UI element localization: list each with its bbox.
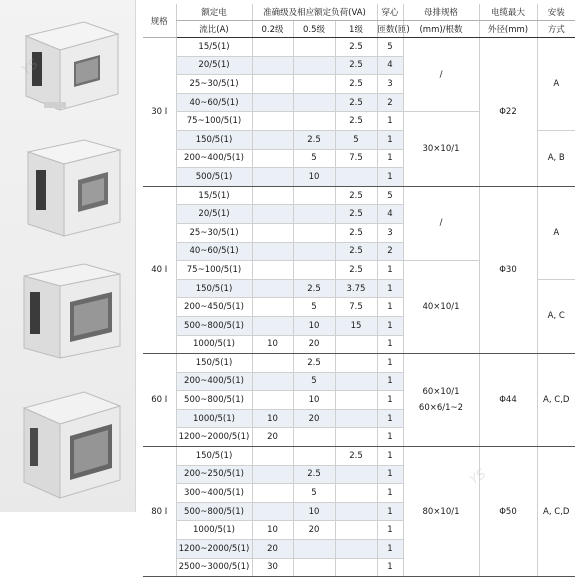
load-a1-cell (335, 428, 377, 447)
load-a02-cell: 30 (252, 558, 293, 577)
header-load-group: 准确级及相应额定负荷(VA) (252, 4, 377, 21)
rated-ratio-cell: 25~30/5(1) (176, 75, 252, 94)
watermark-left: Y⁠S (19, 56, 42, 79)
current-transformer-80i-photo (12, 384, 124, 502)
install-method-cell: A, C,D (537, 354, 575, 447)
load-a05-cell (293, 223, 335, 242)
load-a1-cell: 3.75 (335, 279, 377, 298)
spec-cell: 60 I (143, 354, 176, 447)
rated-ratio-cell: 200~450/5(1) (176, 298, 252, 317)
turns-cell: 1 (377, 354, 403, 373)
turns-cell: 3 (377, 75, 403, 94)
load-a02-cell (252, 279, 293, 298)
load-a02-cell (252, 130, 293, 149)
header-cable-line2: 外径(mm) (479, 21, 537, 38)
current-transformer-40i-photo (14, 132, 124, 240)
header-install-line2: 方式 (537, 21, 575, 38)
load-a1-cell (335, 372, 377, 391)
load-a05-cell (293, 540, 335, 559)
load-a05-cell (293, 38, 335, 57)
load-a05-cell (293, 428, 335, 447)
table-row (143, 354, 575, 373)
rated-ratio-cell: 40~60/5(1) (176, 242, 252, 261)
turns-cell: 1 (377, 484, 403, 503)
load-a1-cell: 2.5 (335, 75, 377, 94)
turns-cell: 1 (377, 521, 403, 540)
turns-cell: 1 (377, 372, 403, 391)
busbar-line: 60×6/1~2 (418, 403, 464, 414)
rated-ratio-cell: 150/5(1) (176, 447, 252, 466)
load-a02-cell (252, 372, 293, 391)
rated-ratio-cell: 2500~3000/5(1) (176, 558, 252, 577)
busbar-line: 60×10/1 (422, 387, 460, 398)
load-a1-cell: 2.5 (335, 205, 377, 224)
product-photo-panel (0, 0, 136, 512)
turns-cell: 1 (377, 428, 403, 447)
busbar-cell: / (403, 186, 479, 260)
load-a02-cell: 10 (252, 409, 293, 428)
turns-cell: 1 (377, 447, 403, 466)
load-a02-cell: 20 (252, 428, 293, 447)
load-a02-cell (252, 354, 293, 373)
load-a05-cell (293, 112, 335, 131)
load-a05-cell: 10 (293, 502, 335, 521)
spec-cell: 30 I (143, 38, 176, 187)
current-transformer-60i-photo (14, 258, 124, 364)
load-a05-cell: 10 (293, 168, 335, 187)
rated-ratio-cell: 150/5(1) (176, 130, 252, 149)
load-a1-cell: 2.5 (335, 56, 377, 75)
load-a05-cell (293, 558, 335, 577)
load-a1-cell: 5 (335, 130, 377, 149)
header-acc-1: 1级 (335, 21, 377, 38)
load-a05-cell: 20 (293, 521, 335, 540)
rated-ratio-cell: 150/5(1) (176, 279, 252, 298)
header-install-line1: 安装 (537, 4, 575, 21)
header-rated-line1: 额定电 (176, 4, 252, 21)
rated-ratio-cell: 1200~2000/5(1) (176, 540, 252, 559)
rated-ratio-cell: 200~250/5(1) (176, 465, 252, 484)
rated-ratio-cell: 500/5(1) (176, 168, 252, 187)
rated-ratio-cell: 150/5(1) (176, 354, 252, 373)
spec-cell: 80 I (143, 447, 176, 577)
spec-table-wrapper (143, 4, 575, 577)
load-a05-cell: 20 (293, 409, 335, 428)
header-acc-05: 0.5级 (293, 21, 335, 38)
load-a1-cell: 15 (335, 316, 377, 335)
turns-cell: 1 (377, 168, 403, 187)
busbar-cell: 40×10/1 (403, 261, 479, 354)
load-a02-cell (252, 75, 293, 94)
rated-ratio-cell: 75~100/5(1) (176, 112, 252, 131)
spec-table (143, 4, 575, 577)
load-a1-cell: 2.5 (335, 223, 377, 242)
install-method-cell: A (537, 38, 575, 131)
load-a1-cell: 2.5 (335, 186, 377, 205)
load-a02-cell (252, 242, 293, 261)
rated-ratio-cell: 300~400/5(1) (176, 484, 252, 503)
load-a02-cell (252, 149, 293, 168)
load-a05-cell: 2.5 (293, 354, 335, 373)
cable-diameter-cell: Φ44 (479, 354, 537, 447)
load-a02-cell (252, 56, 293, 75)
load-a05-cell (293, 75, 335, 94)
busbar-cell: / (403, 38, 479, 112)
load-a1-cell (335, 558, 377, 577)
load-a02-cell (252, 316, 293, 335)
load-a1-cell: 2.5 (335, 93, 377, 112)
spec-cell: 40 I (143, 186, 176, 353)
load-a02-cell (252, 391, 293, 410)
install-method-cell: A, C (537, 279, 575, 353)
load-a05-cell (293, 56, 335, 75)
turns-cell: 3 (377, 223, 403, 242)
rated-ratio-cell: 15/5(1) (176, 186, 252, 205)
cable-diameter-cell: Φ22 (479, 38, 537, 187)
load-a05-cell: 5 (293, 298, 335, 317)
load-a02-cell (252, 223, 293, 242)
header-rated-line2: 流比(A) (176, 21, 252, 38)
load-a05-cell (293, 93, 335, 112)
load-a05-cell: 5 (293, 484, 335, 503)
install-method-cell: A (537, 186, 575, 279)
load-a05-cell: 5 (293, 149, 335, 168)
rated-ratio-cell: 75~100/5(1) (176, 261, 252, 280)
load-a05-cell (293, 186, 335, 205)
header-acc-02: 0.2级 (252, 21, 293, 38)
load-a02-cell (252, 261, 293, 280)
load-a1-cell: 2.5 (335, 447, 377, 466)
load-a1-cell (335, 521, 377, 540)
load-a1-cell (335, 502, 377, 521)
turns-cell: 1 (377, 112, 403, 131)
header-turns-line1: 穿心 (377, 4, 403, 21)
load-a05-cell: 2.5 (293, 465, 335, 484)
load-a1-cell (335, 168, 377, 187)
load-a05-cell (293, 447, 335, 466)
load-a02-cell (252, 298, 293, 317)
header-busbar-line2: (mm)/根数 (403, 21, 479, 38)
load-a05-cell: 10 (293, 391, 335, 410)
load-a02-cell (252, 205, 293, 224)
install-method-cell: A, B (537, 130, 575, 186)
rated-ratio-cell: 40~60/5(1) (176, 93, 252, 112)
rated-ratio-cell: 25~30/5(1) (176, 223, 252, 242)
load-a1-cell (335, 391, 377, 410)
busbar-cell: 80×10/1 (403, 447, 479, 577)
rated-ratio-cell: 20/5(1) (176, 56, 252, 75)
load-a05-cell (293, 205, 335, 224)
turns-cell: 1 (377, 149, 403, 168)
turns-cell: 4 (377, 56, 403, 75)
turns-cell: 1 (377, 540, 403, 559)
load-a02-cell: 10 (252, 521, 293, 540)
load-a1-cell (335, 335, 377, 354)
turns-cell: 1 (377, 465, 403, 484)
rated-ratio-cell: 500~800/5(1) (176, 316, 252, 335)
load-a1-cell (335, 540, 377, 559)
turns-cell: 1 (377, 261, 403, 280)
turns-cell: 1 (377, 298, 403, 317)
turns-cell: 1 (377, 316, 403, 335)
turns-cell: 1 (377, 409, 403, 428)
rated-ratio-cell: 1200~2000/5(1) (176, 428, 252, 447)
load-a02-cell (252, 186, 293, 205)
rated-ratio-cell: 20/5(1) (176, 205, 252, 224)
turns-cell: 1 (377, 279, 403, 298)
load-a05-cell: 2.5 (293, 279, 335, 298)
load-a1-cell (335, 354, 377, 373)
load-a02-cell (252, 447, 293, 466)
rated-ratio-cell: 1000/5(1) (176, 521, 252, 540)
turns-cell: 4 (377, 205, 403, 224)
table-row (143, 186, 575, 205)
cable-diameter-cell: Φ30 (479, 186, 537, 353)
header-turns-line2: 匝数(匝) (377, 21, 403, 38)
turns-cell: 1 (377, 335, 403, 354)
load-a1-cell (335, 465, 377, 484)
busbar-cell (403, 354, 479, 447)
spec-table-body (143, 38, 575, 577)
load-a1-cell: 2.5 (335, 38, 377, 57)
rated-ratio-cell: 15/5(1) (176, 38, 252, 57)
load-a02-cell (252, 484, 293, 503)
load-a02-cell (252, 168, 293, 187)
header-cable-line1: 电缆最大 (479, 4, 537, 21)
load-a05-cell: 10 (293, 316, 335, 335)
turns-cell: 5 (377, 38, 403, 57)
load-a1-cell: 2.5 (335, 112, 377, 131)
load-a05-cell: 2.5 (293, 130, 335, 149)
turns-cell: 2 (377, 242, 403, 261)
load-a1-cell (335, 484, 377, 503)
watermark-bottom: Y⁠S (467, 466, 490, 489)
load-a05-cell: 5 (293, 372, 335, 391)
busbar-cell: 30×10/1 (403, 112, 479, 186)
load-a02-cell (252, 465, 293, 484)
header-busbar-line1: 母排规格 (403, 4, 479, 21)
table-row (143, 447, 575, 466)
turns-cell: 1 (377, 558, 403, 577)
install-method-cell: A, C,D (537, 447, 575, 577)
table-row (143, 38, 575, 57)
load-a1-cell: 7.5 (335, 149, 377, 168)
load-a1-cell (335, 409, 377, 428)
turns-cell: 1 (377, 502, 403, 521)
turns-cell: 2 (377, 93, 403, 112)
load-a02-cell: 20 (252, 540, 293, 559)
turns-cell: 5 (377, 186, 403, 205)
rated-ratio-cell: 1000/5(1) (176, 335, 252, 354)
load-a05-cell: 20 (293, 335, 335, 354)
turns-cell: 1 (377, 391, 403, 410)
load-a02-cell (252, 38, 293, 57)
load-a02-cell (252, 93, 293, 112)
load-a05-cell (293, 261, 335, 280)
load-a02-cell (252, 502, 293, 521)
rated-ratio-cell: 500~800/5(1) (176, 502, 252, 521)
turns-cell: 1 (377, 130, 403, 149)
rated-ratio-cell: 200~400/5(1) (176, 149, 252, 168)
load-a02-cell: 10 (252, 335, 293, 354)
header-spec: 规格 (143, 4, 176, 38)
rated-ratio-cell: 200~400/5(1) (176, 372, 252, 391)
rated-ratio-cell: 500~800/5(1) (176, 391, 252, 410)
load-a1-cell: 2.5 (335, 242, 377, 261)
load-a02-cell (252, 112, 293, 131)
load-a1-cell: 2.5 (335, 261, 377, 280)
load-a1-cell: 7.5 (335, 298, 377, 317)
cable-diameter-cell: Φ50 (479, 447, 537, 577)
rated-ratio-cell: 1000/5(1) (176, 409, 252, 428)
load-a05-cell (293, 242, 335, 261)
